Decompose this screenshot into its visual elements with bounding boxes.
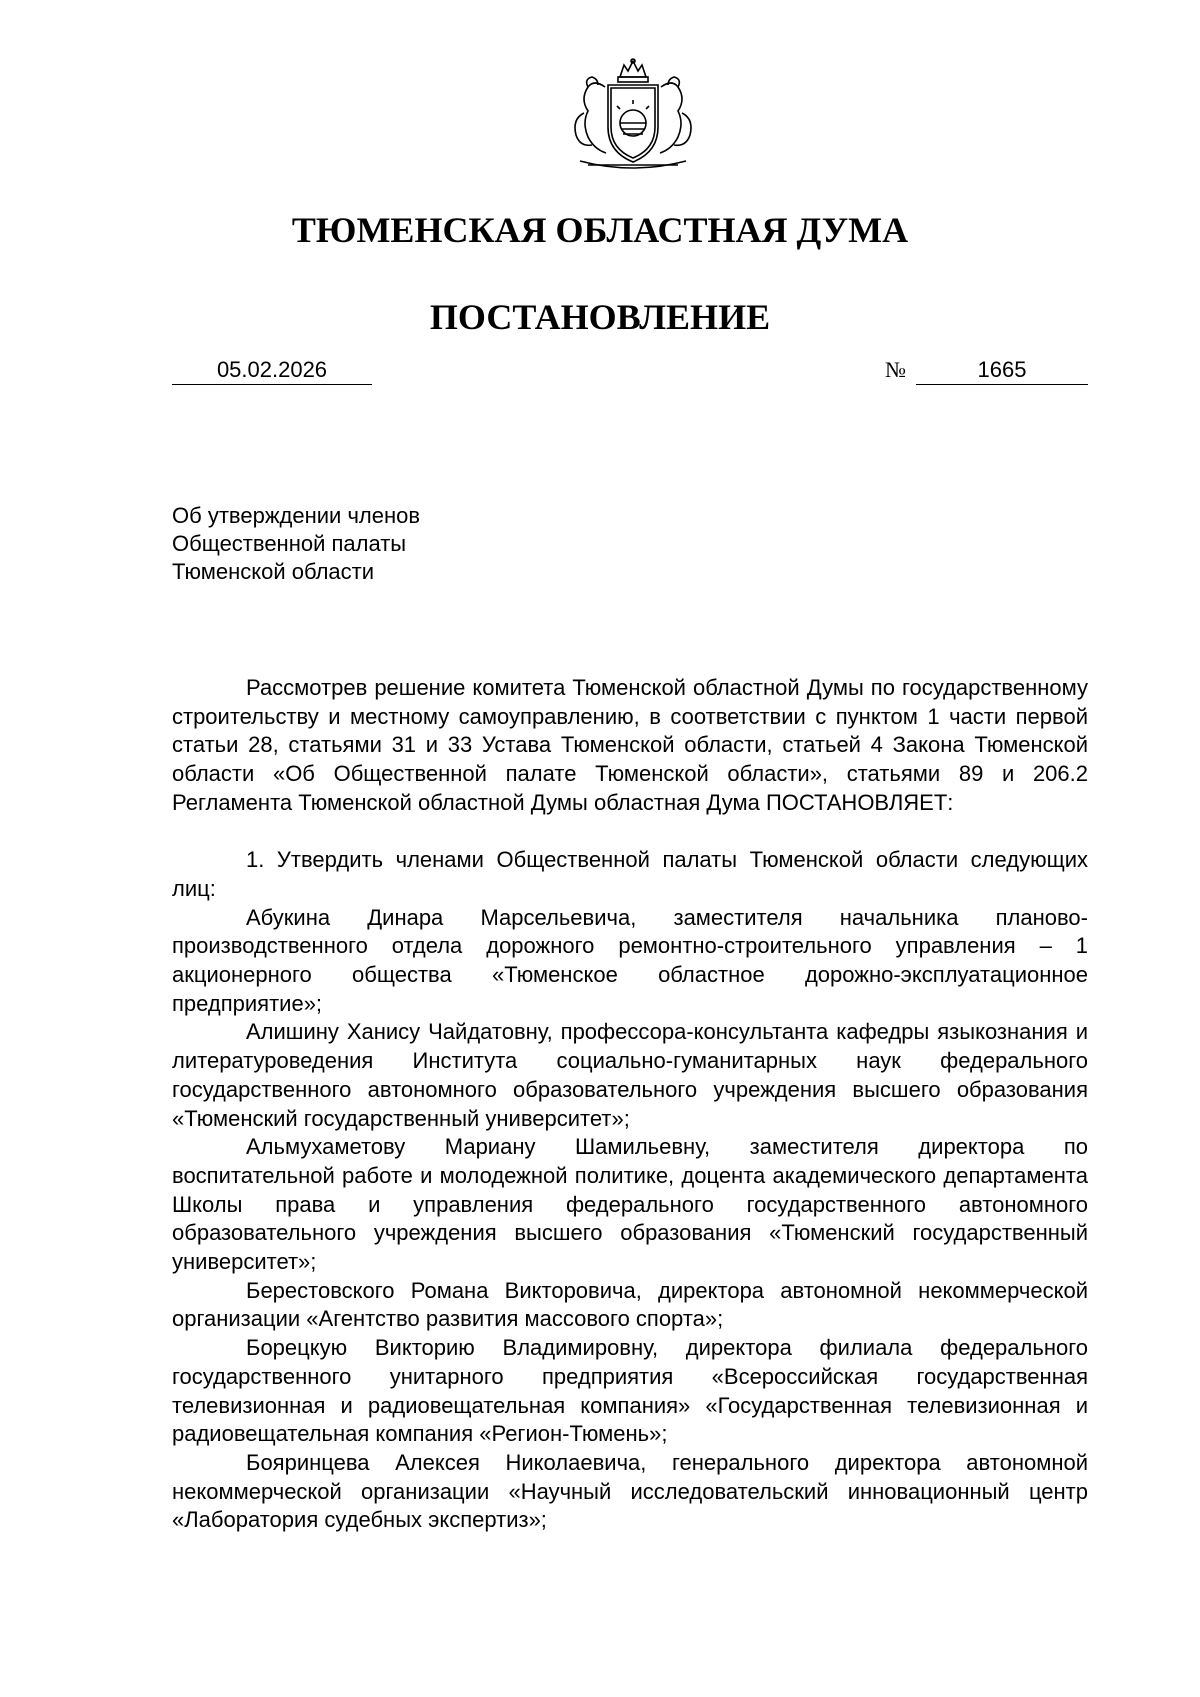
document-subject [172, 502, 592, 586]
document-number: 1665 [916, 356, 1088, 385]
item-1-paragraph: 1. Утвердить членами Общественной палаты Тюменской области следующих лиц: [172, 847, 1088, 901]
organization-title: ТЮМЕНСКАЯ ОБЛАСТНАЯ ДУМА [291, 210, 909, 250]
coat-of-arms-icon [558, 57, 708, 172]
member-paragraph: Абукина Динара Марсельевича, заместителя начальника планово-производственного отдела дорожного ремонтно-строительного управления – 1 акционерного общества «Тюменское областное дорожно-эксплуатационное предприятие»; [172, 904, 1088, 1016]
document-type-title: ПОСТАНОВЛЕНИЕ [429, 297, 771, 337]
member-paragraph: Алишину Ханису Чайдатовну, профессора-консультанта кафедры языкознания и литературоведения Института социально-гуманитарных наук федерального государственного автономного образовательного учреждения высшего образования «Тюменский государственный университет»; [172, 1019, 1088, 1131]
subject-line: Общественной палаты [172, 531, 407, 556]
subject-line: Тюменской области [172, 559, 375, 584]
number-label: № [885, 357, 906, 382]
member-paragraph: Борецкую Викторию Владимировну, директора филиала федерального государственного унитарного предприятия «Всероссийская государственная телевизионная и радиовещательная компания» «Государственная телевизионная и радиовещательная компания «Регион-Тюмень»; [172, 1335, 1088, 1447]
member-paragraph: Альмухаметову Мариану Шамильевну, заместителя директора по воспитательной работе и молодежной политике, доцента академического департамента Школы права и управления федерального государственного автономного образовательного учреждения высшего образования «Тюменский государственный университет»; [172, 1134, 1088, 1275]
document-date: 05.02.2026 [172, 356, 372, 385]
subject-line: Об утверждении членов [172, 503, 421, 528]
member-paragraph: Берестовского Романа Викторовича, директора автономной некоммерческой организации «Агентство развития массового спорта»; [172, 1277, 1088, 1332]
preamble-paragraph: Рассмотрев решение комитета Тюменской областной Думы по государственному строительству и местному самоуправлению, в соответствии с пунктом 1 части первой статьи 28, статьями 31 и 33 Устава Тюменской области, статьей 4 Закона Тюменской области «Об Общественной палате Тюменской области», статьями 89 и 206.2 Регламента Тюменской областной Думы областная Дума ПОСТАНОВЛЯЕТ: [172, 675, 1088, 815]
document-body [172, 674, 1088, 1535]
member-paragraph: Бояринцева Алексея Николаевича, генерального директора автономной некоммерческой организации «Научный исследовательский инновационный центр «Лаборатория судебных экспертиз»; [172, 1449, 1088, 1533]
